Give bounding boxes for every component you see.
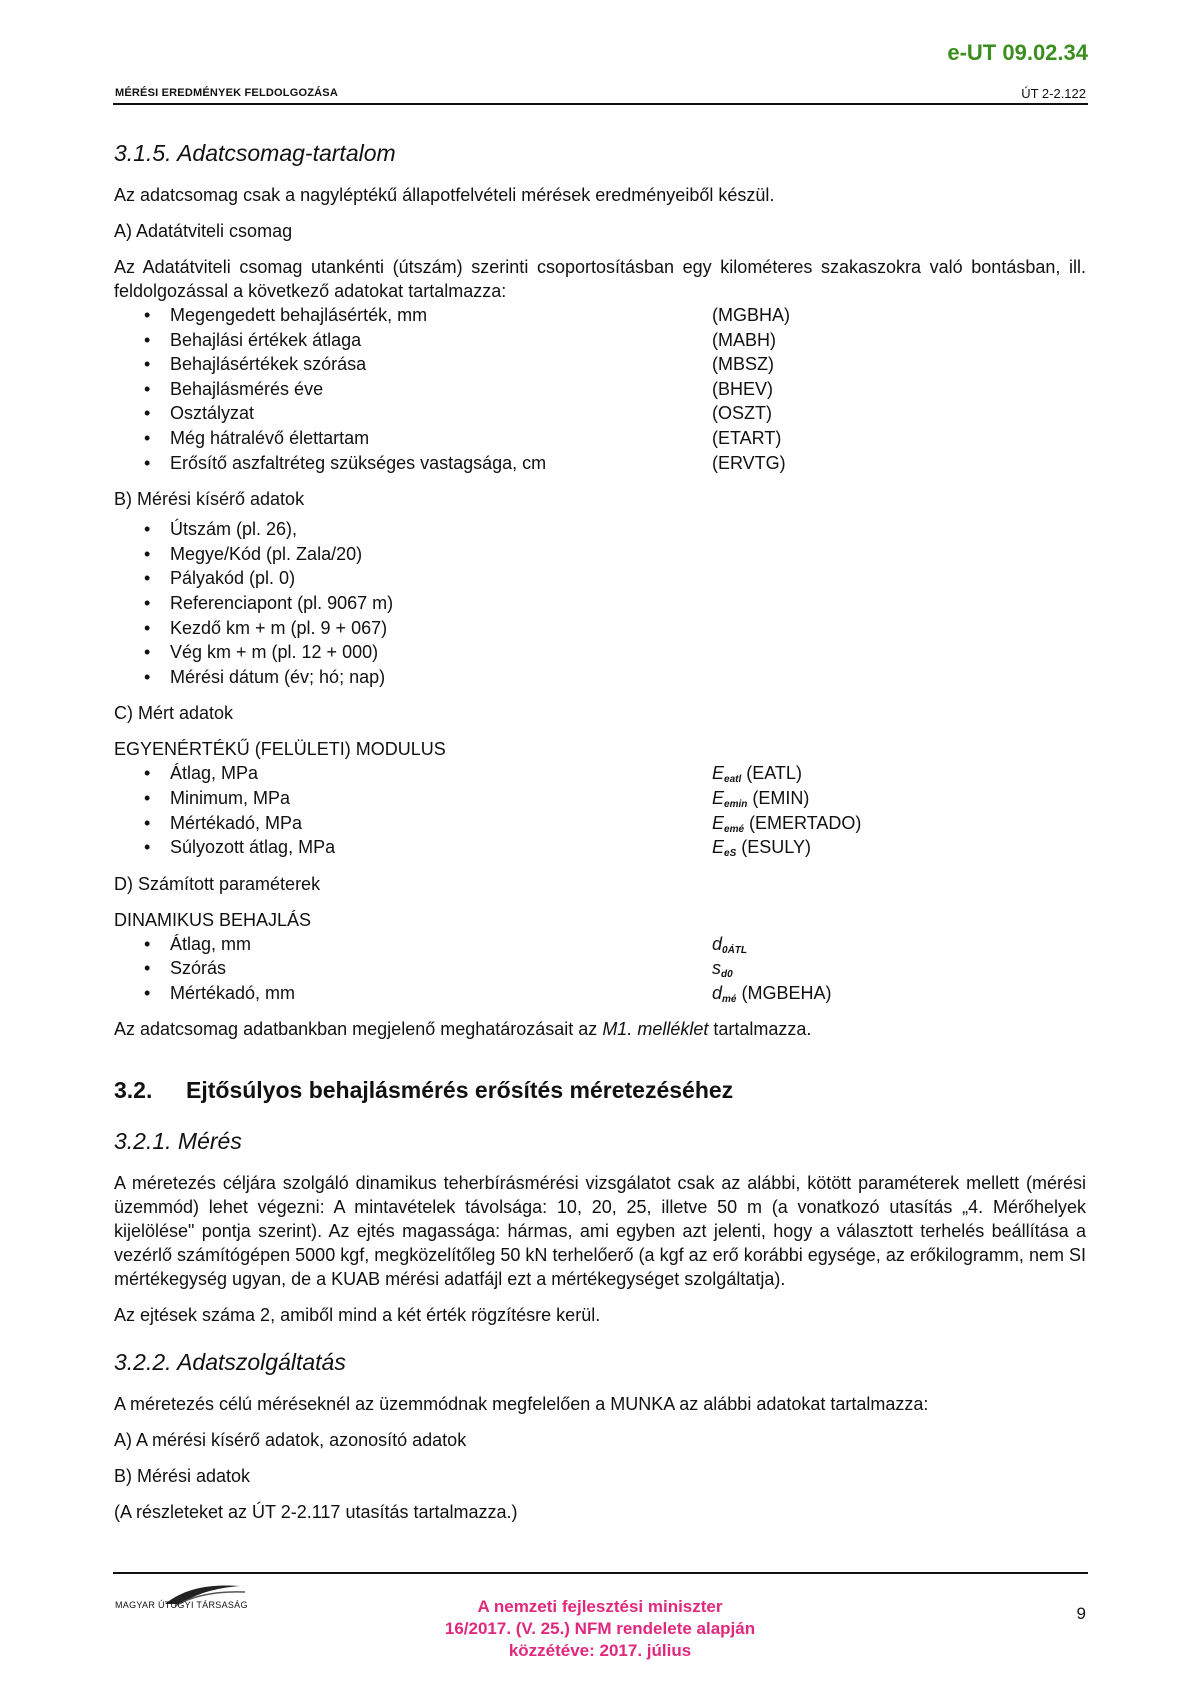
list-item <box>114 328 1086 353</box>
bullet-icon: • <box>144 452 151 473</box>
list-a <box>114 303 1086 475</box>
item-text: Mérési dátum (év; hó; nap) <box>170 666 386 687</box>
publication-note <box>360 1596 840 1662</box>
symbol-subscript: d0 <box>721 969 733 981</box>
bullet-icon: • <box>144 305 151 325</box>
bullet-icon: • <box>144 763 151 784</box>
bullet-icon: • <box>144 329 151 350</box>
list-item <box>114 640 1086 665</box>
item-code: (EATL) <box>746 763 802 784</box>
item-code: (ERVTG) <box>712 452 786 473</box>
item-symbol-code <box>712 835 811 867</box>
paragraph-drops: Az ejtések száma 2, amiből mind a két érték rögzítésre kerül. <box>114 1305 601 1326</box>
page-number: 9 <box>1076 1604 1086 1623</box>
bullet-icon: • <box>144 427 151 448</box>
closing-text-post: tartalmazza. <box>708 1019 812 1040</box>
bullet-icon: • <box>144 592 151 613</box>
publication-line-2: 16/2017. (V. 25.) NFM rendelete alapján <box>444 1619 756 1638</box>
running-header-standard: ÚT 2-2.122 <box>1021 86 1086 101</box>
list-item <box>114 981 1086 1006</box>
bullet-icon: • <box>144 403 151 424</box>
list-item <box>114 761 1086 786</box>
closing-annex-reference: M1. melléklet <box>602 1019 709 1040</box>
running-header-title: MÉRÉSI EREDMÉNYEK FELDOLGOZÁSA <box>115 87 338 99</box>
item-text: Osztályzat <box>170 403 255 424</box>
list-item <box>114 591 1086 616</box>
item-text: Pályakód (pl. 0) <box>170 568 296 589</box>
bullet-icon: • <box>144 837 151 858</box>
item-text: Átlag, MPa <box>170 763 259 784</box>
list-item <box>114 811 1086 836</box>
label-a: A) Adatátviteli csomag <box>114 221 293 241</box>
list-item <box>114 352 1086 377</box>
list-c <box>114 761 1086 859</box>
paragraph-closing <box>114 1017 1086 1041</box>
item-text: Behajlási értékek átlaga <box>170 329 362 350</box>
paragraph-note: (A részleteket az ÚT 2-2.117 utasítás tartalmazza.) <box>114 1502 518 1523</box>
list-item <box>114 377 1086 402</box>
symbol-subscript: 0ÁTL <box>722 944 748 956</box>
item-text: Útszám (pl. 26), <box>170 519 298 540</box>
list-item <box>114 566 1086 591</box>
section-3-1-5-title: 3.1.5. Adatcsomag-tartalom <box>114 140 396 166</box>
item-b-measured: B) Mérési adatok <box>114 1466 251 1487</box>
item-text: Megye/Kód (pl. Zala/20) <box>170 543 363 564</box>
list-item <box>114 786 1086 811</box>
item-text: Referenciapont (pl. 9067 m) <box>170 592 394 613</box>
item-code: (EMERTADO) <box>749 812 862 833</box>
paragraph-data-service: A méretezés célú méréseknél az üzemmódnak megfelelően a MUNKA az alábbi adatokat tartalmazza: <box>114 1394 929 1415</box>
list-item <box>114 517 1086 542</box>
list-item <box>114 956 1086 981</box>
bullet-icon: • <box>144 958 151 979</box>
label-d: D) Számított paraméterek <box>114 873 321 894</box>
paragraph-a: Az Adatátviteli csomag utankénti (útszám) szerinti csoportosításban egy kilométeres szakaszokra való bontásban, ill. feldolgozással a következő adatokat tartalmazza: <box>114 257 1086 301</box>
symbol-letter: d <box>712 933 723 954</box>
bullet-icon: • <box>144 354 151 375</box>
item-text: Súlyozott átlag, MPa <box>170 837 336 858</box>
item-code: (BHEV) <box>712 378 774 399</box>
bullet-icon: • <box>144 982 151 1003</box>
paragraph-measurement: A méretezés céljára szolgáló dinamikus teherbírásmérési vizsgálatot csak az alábbi, kötött paraméterek mellett (mérési üzemmód) lehet végezni: A mintavételek távolsága: 10, 20, 25, illetve 50 m (a vonatkozó utasítás „4. Mérőhelyek kijelölése" pontja szerint). Az ejtés magassága: hármas, ami egyben azt jelenti, hogy a választott terhelés beállítása a vezérlő számítógépen 5000 kgf, megközelítőleg 50 kN terhelőerő (a kgf az erő korábbi egysége, az erőkilogramm, nem SI mértékegység ugyan, de a KUAB mérési adatfájl ezt a mértékegységet szolgáltatja). <box>114 1173 1086 1290</box>
item-text: Minimum, MPa <box>170 787 291 808</box>
footer-rule <box>113 1572 1088 1574</box>
symbol-letter: E <box>712 837 725 858</box>
symbol-subscript: eatl <box>724 774 742 786</box>
item-text: Mértékadó, MPa <box>170 812 303 833</box>
closing-text-pre: Az adatcsomag adatbankban megjelenő meghatározásait az <box>114 1019 603 1040</box>
item-symbol-code <box>712 981 831 1013</box>
bullet-icon: • <box>144 617 151 638</box>
symbol-subscript: eS <box>724 848 737 860</box>
section-3-2-1-title: 3.2.1. Mérés <box>114 1128 242 1155</box>
paragraph-intro: Az adatcsomag csak a nagyléptékű állapotfelvételi mérések eredményeiből készül. <box>114 185 775 205</box>
symbol-letter: E <box>712 812 725 833</box>
label-b: B) Mérési kísérő adatok <box>114 489 305 510</box>
header-rule <box>113 103 1088 105</box>
item-code: (MGBEHA) <box>741 982 832 1003</box>
bullet-icon: • <box>144 519 151 540</box>
item-text: Mértékadó, mm <box>170 982 296 1003</box>
item-code: (EMIN) <box>752 787 810 808</box>
list-item <box>114 451 1086 476</box>
section-3-2-heading: Ejtősúlyos behajlásmérés erősítés méretezéséhez <box>186 1077 734 1104</box>
item-code: (MGBHA) <box>712 305 790 325</box>
symbol-subscript: emé <box>724 823 745 835</box>
item-code: (MBSZ) <box>712 354 774 375</box>
section-3-2-2-title: 3.2.2. Adatszolgáltatás <box>114 1349 346 1376</box>
document-code: e-UT 09.02.34 <box>947 40 1088 65</box>
bullet-icon: • <box>144 543 151 564</box>
bullet-icon: • <box>144 378 151 399</box>
list-item <box>114 426 1086 451</box>
bullet-icon: • <box>144 787 151 808</box>
symbol-letter: d <box>712 982 723 1003</box>
item-text: Szórás <box>170 958 227 979</box>
page-content <box>114 140 1086 1536</box>
item-code: (ETART) <box>712 427 782 448</box>
heading-d: DINAMIKUS BEHAJLÁS <box>114 909 312 930</box>
item-text: Vég km + m (pl. 12 + 000) <box>170 642 379 663</box>
section-3-2-title <box>114 1077 1086 1104</box>
item-text: Átlag, mm <box>170 933 252 954</box>
item-text: Kezdő km + m (pl. 9 + 067) <box>170 617 388 638</box>
list-b <box>114 517 1086 689</box>
bullet-icon: • <box>144 666 151 687</box>
symbol-subscript: mé <box>722 993 737 1005</box>
list-item <box>114 835 1086 860</box>
heading-c: EGYENÉRTÉKŰ (FELÜLETI) MODULUS <box>114 739 446 760</box>
item-code: (OSZT) <box>712 403 772 424</box>
item-code: (ESULY) <box>741 837 811 858</box>
list-item <box>114 616 1086 641</box>
symbol-letter: E <box>712 763 725 784</box>
item-text: Erősítő aszfaltréteg szükséges vastagsága, cm <box>170 452 547 473</box>
label-c: C) Mért adatok <box>114 703 234 724</box>
list-item <box>114 542 1086 567</box>
list-item <box>114 401 1086 426</box>
symbol-subscript: emin <box>724 798 748 810</box>
item-text: Behajlásértékek szórása <box>170 354 367 375</box>
item-text: Még hátralévő élettartam <box>170 427 370 448</box>
symbol-letter: E <box>712 787 725 808</box>
symbol-letter: s <box>712 958 721 979</box>
list-item <box>114 665 1086 690</box>
publication-line-3: közzétéve: 2017. július <box>508 1641 692 1660</box>
item-a-accompanying: A) A mérési kísérő adatok, azonosító adatok <box>114 1430 467 1451</box>
item-code: (MABH) <box>712 329 776 350</box>
society-name: MAGYAR ÚTÜGYI TÁRSASÁG <box>115 1600 248 1610</box>
bullet-icon: • <box>144 642 151 663</box>
list-d <box>114 932 1086 1006</box>
section-3-2-number: 3.2. <box>114 1077 153 1104</box>
bullet-icon: • <box>144 933 151 954</box>
bullet-icon: • <box>144 812 151 833</box>
list-item <box>114 303 1086 328</box>
list-item <box>114 932 1086 957</box>
item-text: Behajlásmérés éve <box>170 378 324 399</box>
bullet-icon: • <box>144 568 151 589</box>
item-text: Megengedett behajlásérték, mm <box>170 305 428 325</box>
publication-line-1: A nemzeti fejlesztési miniszter <box>477 1597 723 1616</box>
